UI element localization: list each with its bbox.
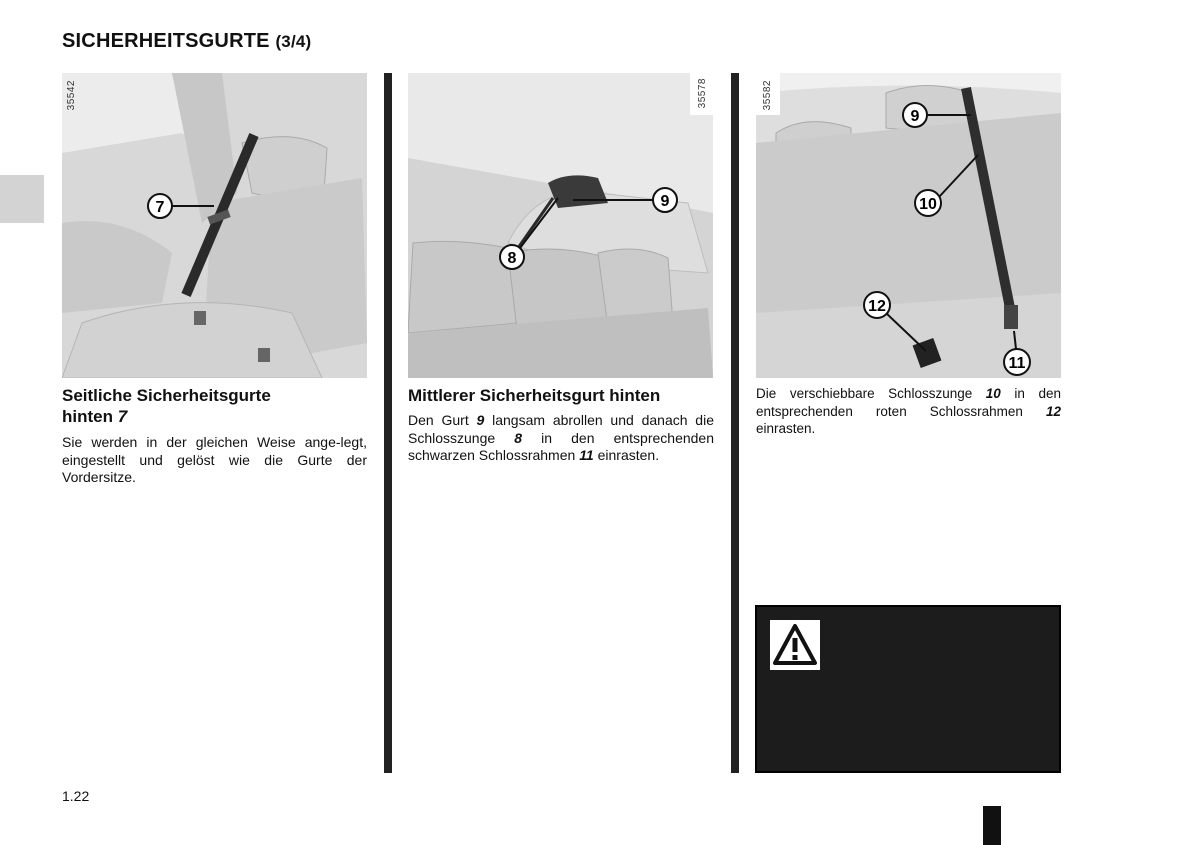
col3-text-b: in den entsprechenden roten Schlossrahmen	[756, 386, 1061, 419]
col2-text-b: langsam abrollen und danach die Schlosszunge	[408, 412, 714, 446]
callout-12: 12	[868, 298, 886, 315]
callout-9: 9	[660, 193, 670, 210]
callout-10: 10	[919, 196, 937, 213]
col1-heading-ref: 7	[117, 407, 128, 426]
column-divider-1	[384, 73, 392, 773]
col3-text-c: einrasten.	[756, 421, 816, 436]
col2-heading: Mittlerer Sicherheitsgurt hinten	[408, 386, 661, 405]
col1-heading-line1: Seitliche Sicherheitsgurte	[62, 386, 271, 405]
col2-text-c: in den entsprechenden schwarzen Schlossrahmen	[408, 429, 714, 463]
col2-body	[408, 412, 714, 465]
col1-heading-line2-text: hinten	[62, 407, 118, 426]
page-title	[62, 30, 311, 53]
page-title-suffix: (3/4)	[275, 32, 312, 51]
col3-ref-10: 10	[985, 386, 1001, 401]
figure-side-seatbelt	[62, 73, 367, 378]
col1-heading	[62, 385, 367, 427]
callout-7: 7	[155, 199, 165, 216]
col1-body: Sie werden in der gleichen Weise ange-legt, eingestellt und gelöst wie die Gurte der Vordersitze.	[62, 434, 367, 485]
callout-8: 8	[507, 250, 517, 267]
thumb-index-mark	[983, 806, 1001, 845]
col2-ref-8: 8	[514, 429, 523, 446]
col3-body	[756, 385, 1061, 438]
figure-code-3: 35582	[762, 80, 773, 111]
callout-11: 11	[1008, 355, 1026, 372]
col2-ref-9: 9	[476, 412, 485, 428]
col2-text-a: Den Gurt	[408, 412, 477, 428]
chapter-tab	[0, 175, 44, 223]
column-divider-2	[731, 73, 739, 773]
col3-text-a: Die verschiebbare Schlosszunge	[756, 386, 986, 401]
col2-text-d: einrasten.	[593, 447, 660, 463]
page-number: 1.22	[62, 788, 90, 804]
page-title-text: SICHERHEITSGURTE	[62, 30, 270, 52]
col3-ref-12: 12	[1045, 403, 1061, 419]
figure-sliding-buckle	[756, 73, 1061, 378]
figure-code-1: 35542	[66, 80, 77, 111]
figure-middle-seatbelt	[408, 73, 713, 378]
col1-heading-line2	[62, 406, 367, 427]
callout-9b: 9	[910, 108, 920, 125]
figure-code-2: 35578	[697, 78, 708, 109]
warning-triangle-icon	[768, 618, 822, 672]
col2-ref-11: 11	[579, 447, 594, 463]
